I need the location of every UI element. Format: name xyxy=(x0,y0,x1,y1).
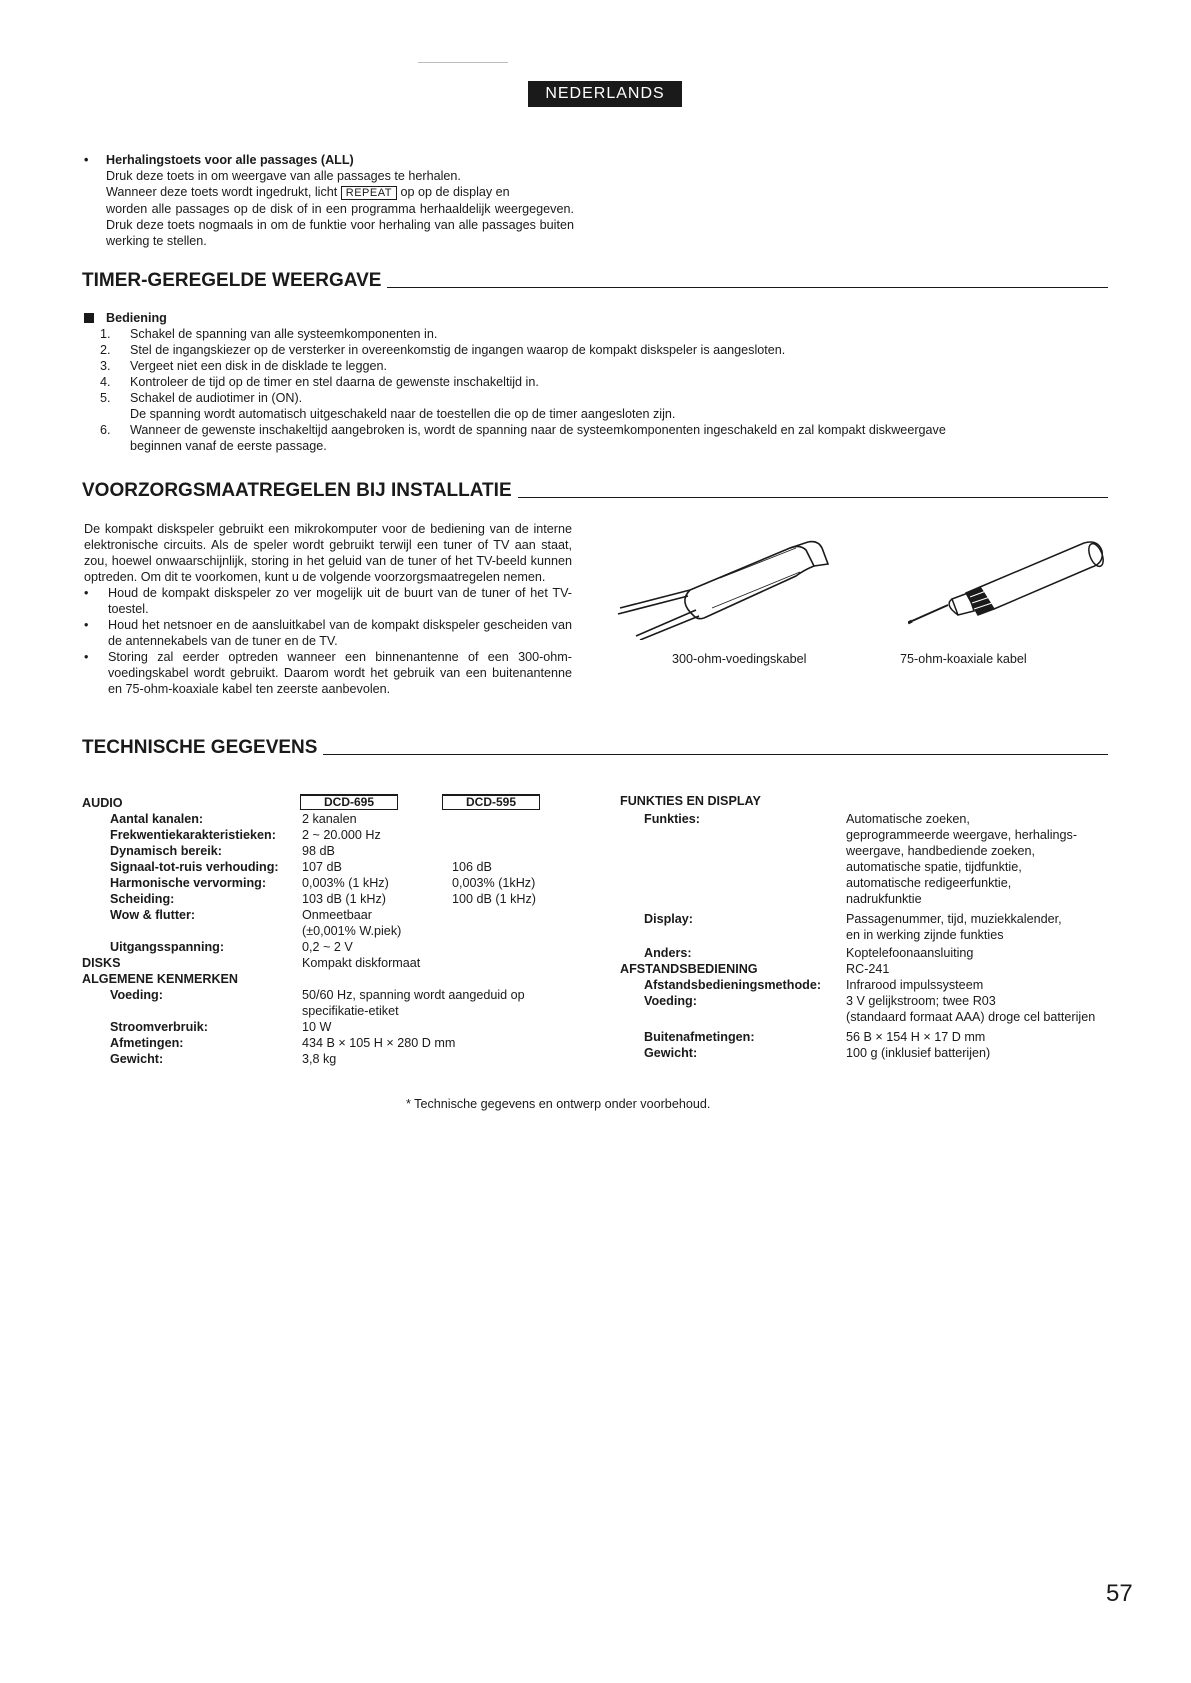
spec-value-dcd-695: 107 dB xyxy=(302,860,342,874)
spec-value: weergave, handbediende zoeken, xyxy=(846,844,1036,858)
step-number: 4. xyxy=(100,375,111,389)
spec-label: Frekwentiekarakteristieken: xyxy=(110,828,276,842)
spec-value-dcd-695: (±0,001% W.piek) xyxy=(302,924,402,938)
spec-value-dcd-695: 50/60 Hz, spanning wordt aangeduid op xyxy=(302,988,525,1002)
step-number: 1. xyxy=(100,327,111,341)
spec-row xyxy=(620,993,1140,1009)
spec-row xyxy=(620,843,1140,859)
spec-label xyxy=(620,1009,846,1025)
spec-row xyxy=(620,875,1140,891)
spec-row xyxy=(82,859,622,875)
spec-label: Voeding: xyxy=(644,994,697,1008)
spec-label: Gewicht: xyxy=(110,1052,164,1066)
installation-heading xyxy=(82,480,1108,502)
step-text: Schakel de audiotimer in (ON). xyxy=(130,391,303,405)
spec-label: AFSTANDSBEDIENING xyxy=(620,962,758,976)
spec-value-dcd-695: Kompakt diskformaat xyxy=(302,956,421,970)
step-text: beginnen vanaf de eerste passage. xyxy=(130,439,327,453)
spec-row xyxy=(82,795,622,811)
spec-value: automatische redigeerfunktie, xyxy=(846,876,1012,890)
repeat-all-line2-pre: Wanneer deze toets wordt ingedrukt, licht xyxy=(106,185,338,199)
spec-label: Wow & flutter: xyxy=(110,908,196,922)
spec-row xyxy=(82,1019,622,1035)
top-rule xyxy=(418,62,508,63)
spec-row xyxy=(620,1029,1140,1045)
spec-label: AUDIO xyxy=(82,796,123,810)
heading-rule xyxy=(518,497,1108,498)
installation-intro: De kompakt diskspeler gebruikt een mikrokomputer voor de bediening van de interne elektronische circuits. Als de speler wordt gebruikt terwijl een tuner of TV aan staat, zou, hoewel onwaarschijnlijk, storing in het geluid van de tuner of het TV-beeld kunnen optreden. Om dit te voorkomen, kunt u de volgende voorzorgsmaatregelen nemen. xyxy=(84,522,572,584)
spec-label: Afstandsbedieningsmethode: xyxy=(644,978,822,992)
spec-value: Passagenummer, tijd, muziekkalender, xyxy=(846,912,1062,926)
spec-left-column xyxy=(82,794,622,1067)
spec-label: Harmonische vervorming: xyxy=(110,876,267,890)
spec-label: Anders: xyxy=(644,946,692,960)
language-badge: NEDERLANDS xyxy=(528,81,682,107)
timer-step xyxy=(100,374,1110,390)
spec-row xyxy=(82,1035,622,1051)
spec-value: Koptelefoonaansluiting xyxy=(846,946,974,960)
spec-value: en in werking zijnde funkties xyxy=(846,928,1004,942)
spec-value: RC-241 xyxy=(846,962,890,976)
bediening-title xyxy=(84,311,167,325)
step-text: Wanneer de gewenste inschakeltijd aangebroken is, wordt de spanning naar de systeemkomponenten ingeschakeld en zal kompakt diskweergave xyxy=(130,423,946,437)
spec-label: Scheiding: xyxy=(110,892,175,906)
spec-row xyxy=(82,1051,622,1067)
spec-value-dcd-595: 0,003% (1kHz) xyxy=(452,876,536,890)
installation-bullet: • Storing zal eerder optreden wanneer een binnenantenne of een 300-ohm-voedingskabel wordt gebruikt. Daarom wordt het gebruik van een buitenantenne en 75-ohm-koaxiale kabel ten zeerste aanbevolen. xyxy=(84,649,572,697)
repeat-all-title: • Herhalingstoets voor alle passages (ALL) xyxy=(84,152,574,168)
timer-step xyxy=(100,406,1110,422)
spec-value-dcd-695: 103 dB (1 kHz) xyxy=(302,892,386,906)
step-text: Schakel de spanning van alle systeemkomponenten in. xyxy=(130,327,438,341)
spec-label: Aantal kanalen: xyxy=(110,812,204,826)
spec-label: Stroomverbruik: xyxy=(110,1020,208,1034)
spec-value-dcd-695: 2 ~ 20.000 Hz xyxy=(302,828,381,842)
spec-row xyxy=(620,961,1140,977)
heading-rule xyxy=(323,754,1108,755)
timer-step xyxy=(100,390,1110,406)
spec-label: Afmetingen: xyxy=(110,1036,184,1050)
coax-cable-illustration xyxy=(908,535,1108,635)
installation-text xyxy=(84,521,572,697)
spec-value-dcd-695 xyxy=(302,795,452,811)
spec-value: 56 B × 154 H × 17 D mm xyxy=(846,1030,986,1044)
spec-value: Automatische zoeken, xyxy=(846,812,970,826)
spec-value-dcd-695: 0,003% (1 kHz) xyxy=(302,876,389,890)
page-number: 57 xyxy=(1106,1580,1133,1607)
spec-label: Display: xyxy=(644,912,693,926)
caption-75-ohm: 75-ohm-koaxiale kabel xyxy=(900,652,1027,666)
step-number: 2. xyxy=(100,343,111,357)
timer-heading xyxy=(82,270,1108,292)
repeat-all-body xyxy=(84,168,574,249)
spec-row xyxy=(82,891,622,907)
spec-label xyxy=(620,859,846,875)
spec-row xyxy=(82,971,622,987)
installation-bullet: • Houd het netsnoer en de aansluitkabel van de kompakt diskspeler gescheiden van de antennekabels van de tuner en de TV. xyxy=(84,617,572,649)
spec-label xyxy=(620,843,846,859)
repeat-all-line1: Druk deze toets in om weergave van alle passages te herhalen. xyxy=(106,169,461,183)
spec-row xyxy=(82,1003,622,1019)
spec-label: Dynamisch bereik: xyxy=(110,844,222,858)
spec-right-column xyxy=(620,793,1140,1061)
repeat-indicator: REPEAT xyxy=(341,186,397,200)
tech-heading xyxy=(82,737,1108,759)
spec-row xyxy=(82,987,622,1003)
spec-value: automatische spatie, tijdfunktie, xyxy=(846,860,1022,874)
spec-label: Uitgangsspanning: xyxy=(110,940,225,954)
step-text: Kontroleer de tijd op de timer en stel daarna de gewenste inschakeltijd in. xyxy=(130,375,539,389)
spec-value-dcd-695: 10 W xyxy=(302,1020,332,1034)
spec-value: (standaard formaat AAA) droge cel batterijen xyxy=(846,1010,1096,1024)
spec-row xyxy=(82,827,622,843)
spec-value-dcd-595: 106 dB xyxy=(452,860,492,874)
timer-step xyxy=(100,326,1110,342)
spec-value-dcd-695: 434 B × 105 H × 280 D mm xyxy=(302,1036,456,1050)
spec-label xyxy=(82,1003,308,1019)
installation-bullet: • Houd de kompakt diskspeler zo ver mogelijk uit de buurt van de tuner of het TV-toestel. xyxy=(84,585,572,617)
timer-step xyxy=(100,438,1110,454)
spec-value: geprogrammeerde weergave, herhalings- xyxy=(846,828,1078,842)
model-dcd-695: DCD-695 xyxy=(300,794,398,810)
spec-value-dcd-695: specifikatie-etiket xyxy=(302,1004,399,1018)
spec-row xyxy=(82,811,622,827)
step-number xyxy=(100,406,130,422)
spec-row xyxy=(620,1045,1140,1061)
model-dcd-595: DCD-595 xyxy=(442,794,540,810)
spec-row xyxy=(620,911,1140,927)
spec-label xyxy=(620,875,846,891)
spec-value-dcd-695: 98 dB xyxy=(302,844,335,858)
spec-row xyxy=(620,793,1140,809)
spec-value: nadrukfunktie xyxy=(846,892,922,906)
spec-row xyxy=(620,927,1140,943)
step-text: Stel de ingangskiezer op de versterker in overeenkomstig de ingangen waarop de kompakt diskspeler is aangesloten. xyxy=(130,343,786,357)
spec-label: Signaal-tot-ruis verhouding: xyxy=(110,860,279,874)
heading-rule xyxy=(387,287,1108,288)
spec-row xyxy=(82,939,622,955)
spec-row xyxy=(620,945,1140,961)
spec-row xyxy=(620,977,1140,993)
timer-step xyxy=(100,342,1110,358)
spec-label: ALGEMENE KENMERKEN xyxy=(82,972,239,986)
timer-step xyxy=(100,422,1110,438)
step-number: 5. xyxy=(100,391,111,405)
spec-label: DISKS xyxy=(82,956,121,970)
spec-value-dcd-695: Onmeetbaar xyxy=(302,908,373,922)
spec-label: Gewicht: xyxy=(644,1046,698,1060)
bediening-title-text: Bediening xyxy=(106,311,167,325)
step-text: Vergeet niet een disk in de disklade te leggen. xyxy=(130,359,387,373)
step-number: 3. xyxy=(100,359,111,373)
repeat-all-line2-post: op op de display en xyxy=(400,185,510,199)
spec-value-dcd-695: 3,8 kg xyxy=(302,1052,337,1066)
spec-row xyxy=(620,811,1140,827)
spec-row xyxy=(82,955,622,971)
step-number xyxy=(100,438,130,454)
spec-value: Infrarood impulssysteem xyxy=(846,978,984,992)
spec-label xyxy=(620,891,846,907)
timer-steps xyxy=(100,326,1110,454)
repeat-all-section xyxy=(84,152,574,249)
spec-label xyxy=(82,923,308,939)
spec-value: 100 g (inklusief batterijen) xyxy=(846,1046,991,1060)
tech-heading-text: TECHNISCHE GEGEVENS xyxy=(82,737,318,758)
caption-300-ohm: 300-ohm-voedingskabel xyxy=(672,652,807,666)
timer-heading-text: TIMER-GEREGELDE WEERGAVE xyxy=(82,270,382,291)
spec-label xyxy=(620,927,846,943)
spec-label: Funkties: xyxy=(644,812,700,826)
spec-label xyxy=(620,827,846,843)
spec-row xyxy=(82,923,622,939)
spec-value: 3 V gelijkstroom; twee R03 xyxy=(846,994,996,1008)
square-bullet-icon xyxy=(84,313,94,323)
spec-value-dcd-695: 0,2 ~ 2 V xyxy=(302,940,353,954)
repeat-all-line2 xyxy=(106,184,574,201)
installation-heading-text: VOORZORGSMAATREGELEN BIJ INSTALLATIE xyxy=(82,480,512,501)
spec-row xyxy=(82,907,622,923)
spec-row xyxy=(620,827,1140,843)
spec-row xyxy=(82,843,622,859)
spec-row xyxy=(620,891,1140,907)
spec-row xyxy=(82,875,622,891)
step-number: 6. xyxy=(100,423,111,437)
spec-label: Voeding: xyxy=(110,988,163,1002)
spec-label: FUNKTIES EN DISPLAY xyxy=(620,794,761,808)
repeat-all-rest: worden alle passages op de disk of in een programma herhaaldelijk weergegeven. Druk deze toets nogmaals in om de funktie voor herhaling van alle passages buiten werking te stellen. xyxy=(106,202,574,248)
spec-label: Buitenafmetingen: xyxy=(644,1030,755,1044)
spec-value-dcd-595: 100 dB (1 kHz) xyxy=(452,892,536,906)
timer-step xyxy=(100,358,1110,374)
spec-value-dcd-695 xyxy=(302,971,452,987)
spec-footnote: * Technische gegevens en ontwerp onder voorbehoud. xyxy=(406,1097,711,1111)
spec-row xyxy=(620,859,1140,875)
spec-value-dcd-695: 2 kanalen xyxy=(302,812,357,826)
step-text: De spanning wordt automatisch uitgeschakeld naar de toestellen die op de timer aangesloten zijn. xyxy=(130,407,676,421)
feeder-cable-illustration xyxy=(600,530,840,640)
spec-row xyxy=(620,1009,1140,1025)
